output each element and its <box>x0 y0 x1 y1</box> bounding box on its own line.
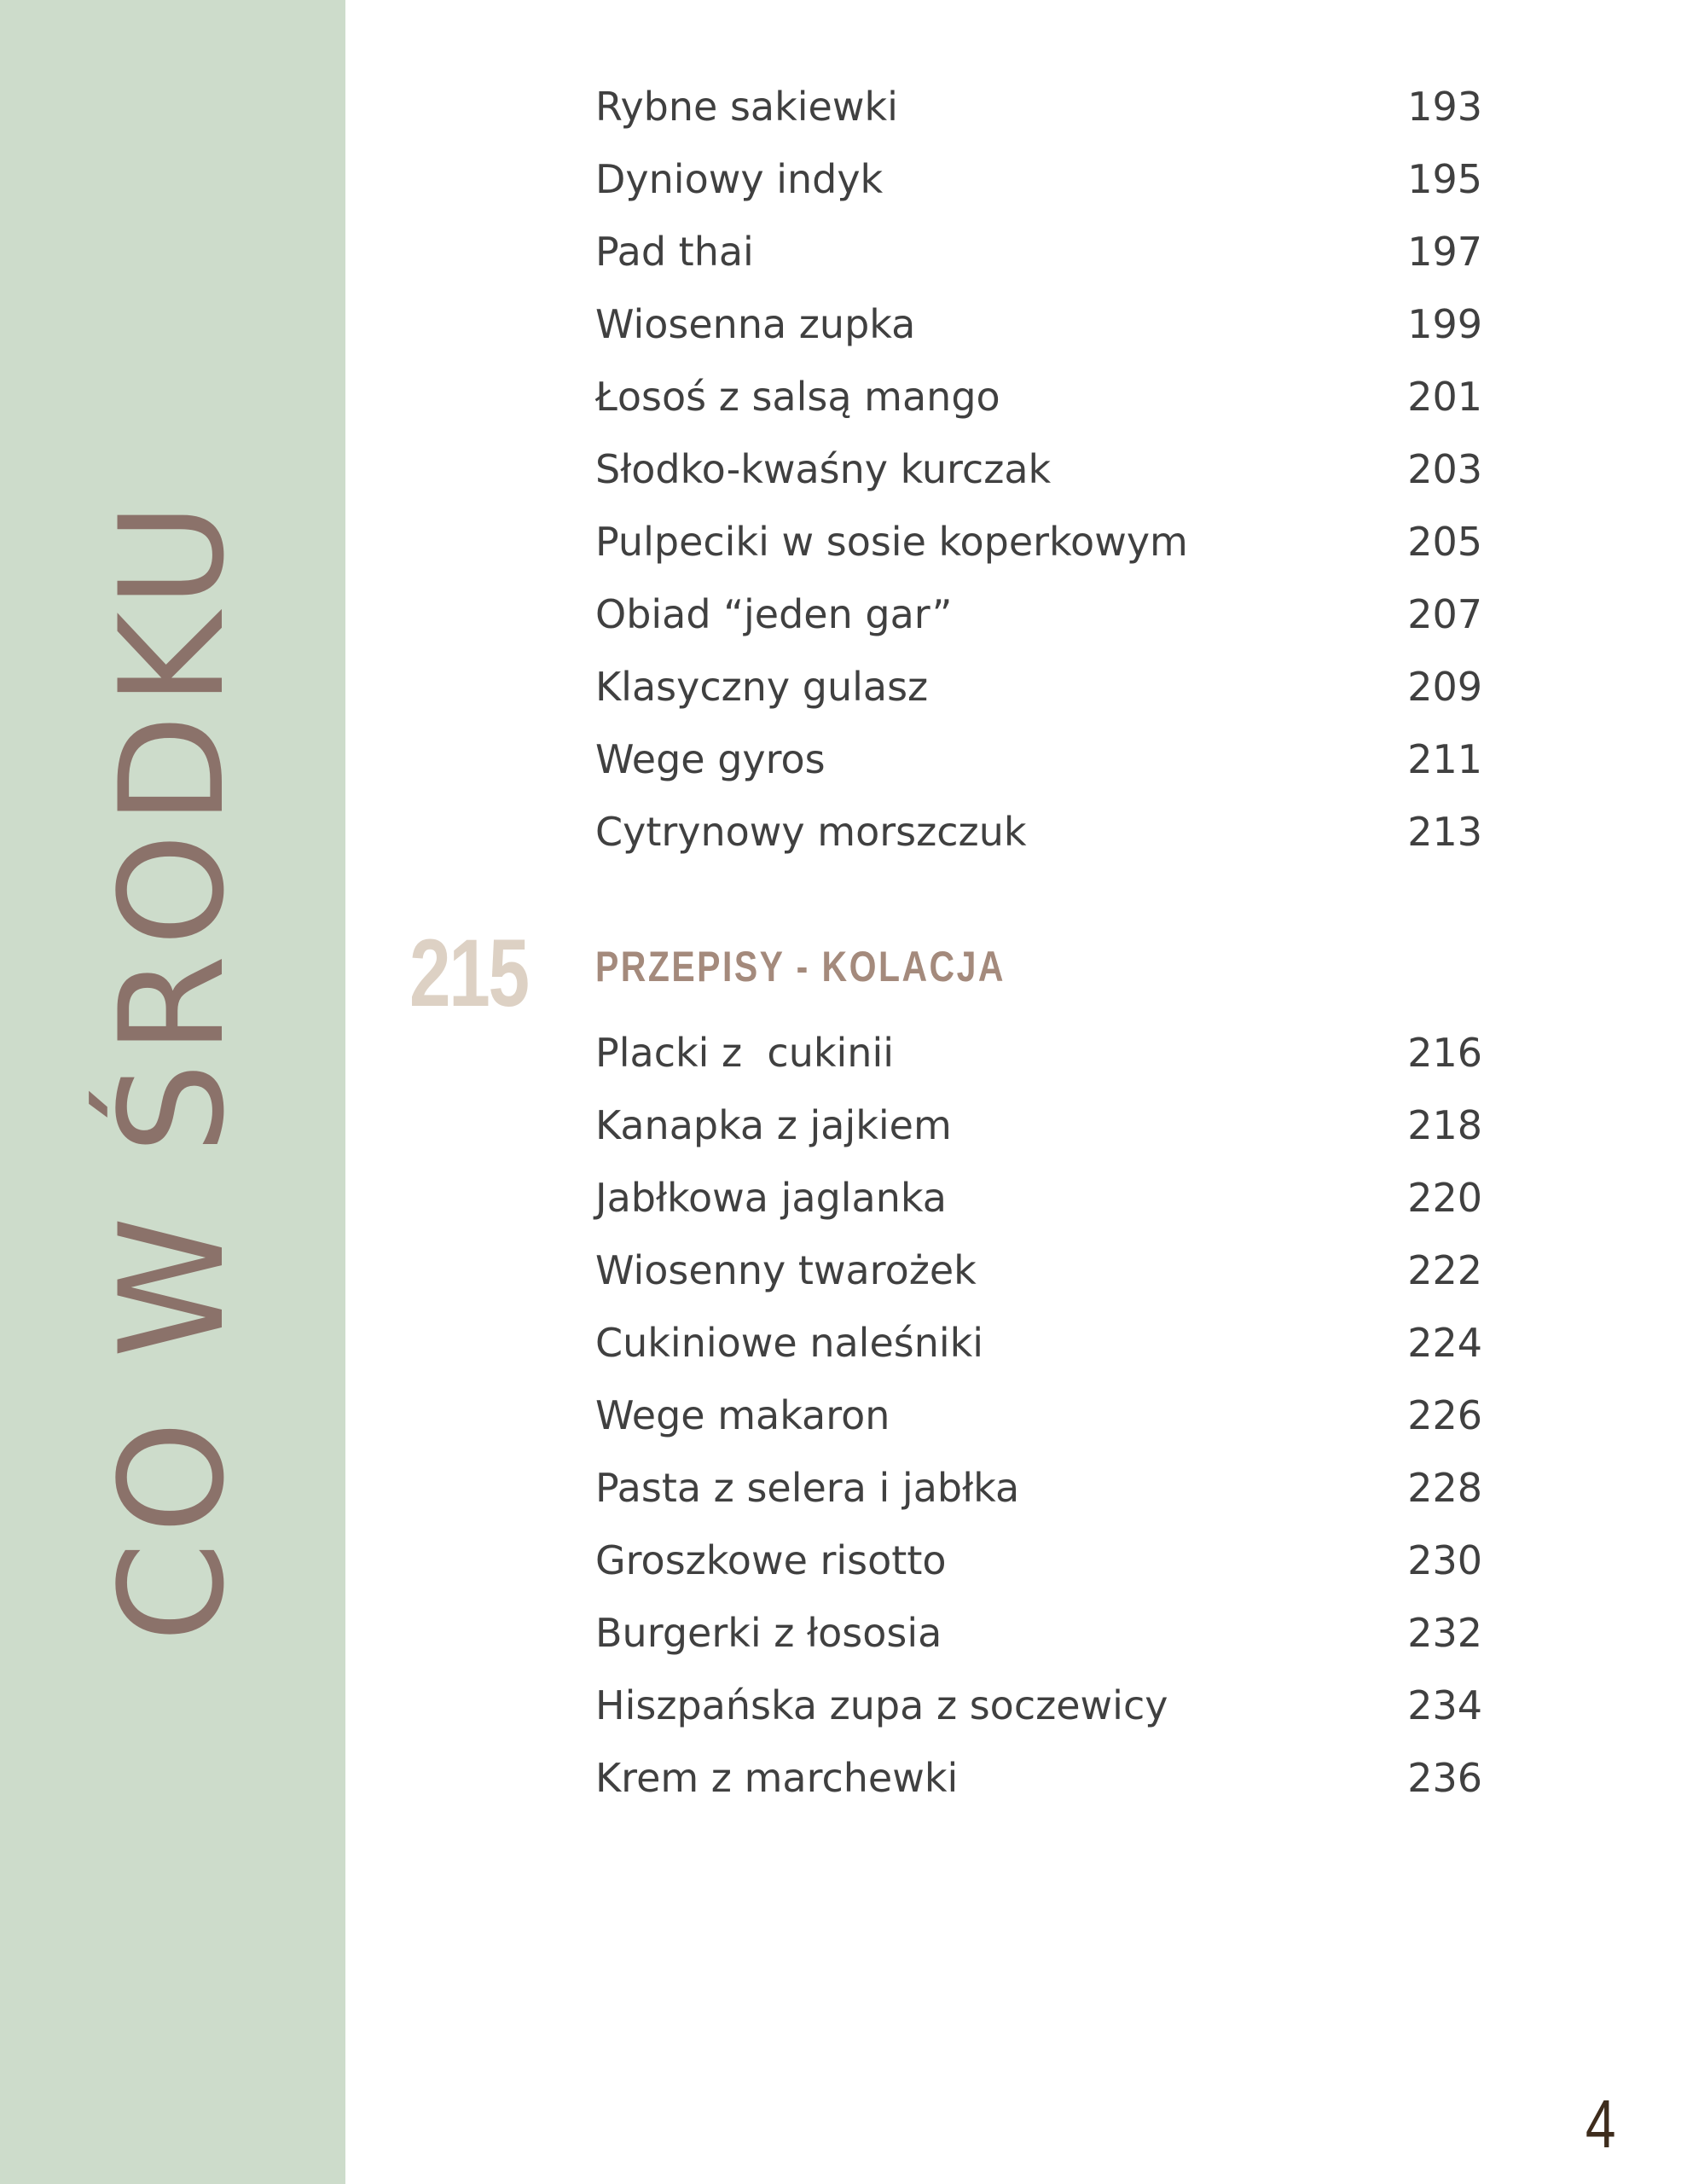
toc-entry-page: 224 <box>1407 1320 1482 1366</box>
toc-entry-page: 230 <box>1407 1537 1482 1583</box>
toc-entry[interactable] <box>595 1457 1482 1519</box>
toc-entry-name: Hiszpańska zupa z soczewicy <box>595 1682 1168 1728</box>
toc-entry-name: Cukiniowe naleśniki <box>595 1320 984 1366</box>
toc-entry-page: 211 <box>1407 736 1482 782</box>
toc-entry[interactable] <box>595 1675 1482 1736</box>
toc-entry-page: 216 <box>1407 1030 1482 1076</box>
toc-entry-page: 234 <box>1407 1682 1482 1728</box>
toc-entry-page: 220 <box>1407 1175 1482 1221</box>
toc-entry[interactable] <box>595 1385 1482 1446</box>
toc-entry-page: 222 <box>1407 1247 1482 1293</box>
section-start-page: 215 <box>409 920 528 1026</box>
toc-entry-page: 236 <box>1407 1755 1482 1801</box>
toc-entry-page: 193 <box>1407 84 1482 130</box>
toc-entry[interactable] <box>595 656 1482 717</box>
section-heading: PRZEPISY - KOLACJA <box>595 943 1006 990</box>
toc-entry[interactable] <box>595 148 1482 210</box>
toc-entry-page: 228 <box>1407 1465 1482 1511</box>
toc-entry[interactable] <box>595 1530 1482 1591</box>
toc-entry-page: 203 <box>1407 446 1482 492</box>
toc-entry[interactable] <box>595 584 1482 645</box>
toc-entry-page: 213 <box>1407 809 1482 855</box>
toc-entry-page: 201 <box>1407 374 1482 420</box>
toc-entry-page: 207 <box>1407 591 1482 637</box>
toc-entry-name: Groszkowe risotto <box>595 1537 947 1583</box>
toc-entry-name: Pad thai <box>595 229 754 275</box>
toc-entry[interactable] <box>595 293 1482 355</box>
toc-entry-page: 226 <box>1407 1392 1482 1438</box>
toc-entry-name: Krem z marchewki <box>595 1755 959 1801</box>
toc-entry[interactable] <box>595 1095 1482 1156</box>
toc-entry-name: Pasta z selera i jabłka <box>595 1465 1020 1511</box>
toc-entry-page: 218 <box>1407 1102 1482 1148</box>
sidebar <box>0 0 345 2184</box>
toc-entry-name: Kanapka z jajkiem <box>595 1102 952 1148</box>
toc-entry-page: 205 <box>1407 519 1482 565</box>
toc-entry[interactable] <box>595 1602 1482 1664</box>
toc-entry-name: Pulpeciki w sosie koperkowym <box>595 519 1188 565</box>
toc-entry[interactable] <box>595 729 1482 790</box>
toc-entry[interactable] <box>595 221 1482 282</box>
toc-entry-name: Wiosenny twarożek <box>595 1247 977 1293</box>
toc-entry-name: Placki z cukinii <box>595 1030 895 1076</box>
toc-entry-page: 232 <box>1407 1610 1482 1656</box>
toc-entry-name: Łosoś z salsą mango <box>595 374 1000 420</box>
toc-entry[interactable] <box>595 439 1482 500</box>
sidebar-title: CO W ŚRODKU <box>89 493 256 1643</box>
toc-entry[interactable] <box>595 366 1482 427</box>
toc-entry-name: Cytrynowy morszczuk <box>595 809 1027 855</box>
toc-entry-name: Wiosenna zupka <box>595 301 916 347</box>
toc-entry-page: 209 <box>1407 664 1482 710</box>
toc-entry-name: Jabłkowa jaglanka <box>595 1175 947 1221</box>
toc-entry[interactable] <box>595 76 1482 137</box>
toc-entry[interactable] <box>595 1022 1482 1083</box>
toc-entry-name: Burgerki z łososia <box>595 1610 942 1656</box>
toc-entry[interactable] <box>595 511 1482 572</box>
toc-entry-page: 197 <box>1407 229 1482 275</box>
toc-entry[interactable] <box>595 1312 1482 1374</box>
toc-entry-name: Obiad “jeden gar” <box>595 591 953 637</box>
toc-entry-page: 199 <box>1407 301 1482 347</box>
toc-entry-name: Wege gyros <box>595 736 826 782</box>
toc-entry-name: Dyniowy indyk <box>595 156 884 202</box>
toc-entry[interactable] <box>595 1167 1482 1228</box>
toc-entry-name: Klasyczny gulasz <box>595 664 929 710</box>
toc-entry-name: Wege makaron <box>595 1392 890 1438</box>
toc-entry[interactable] <box>595 1240 1482 1301</box>
toc-entry-name: Rybne sakiewki <box>595 84 898 130</box>
toc-entry-name: Słodko-kwaśny kurczak <box>595 446 1052 492</box>
toc-entry[interactable] <box>595 1747 1482 1809</box>
toc-entry-page: 195 <box>1407 156 1482 202</box>
page-number: 4 <box>1585 2086 1615 2162</box>
toc-entry[interactable] <box>595 801 1482 863</box>
